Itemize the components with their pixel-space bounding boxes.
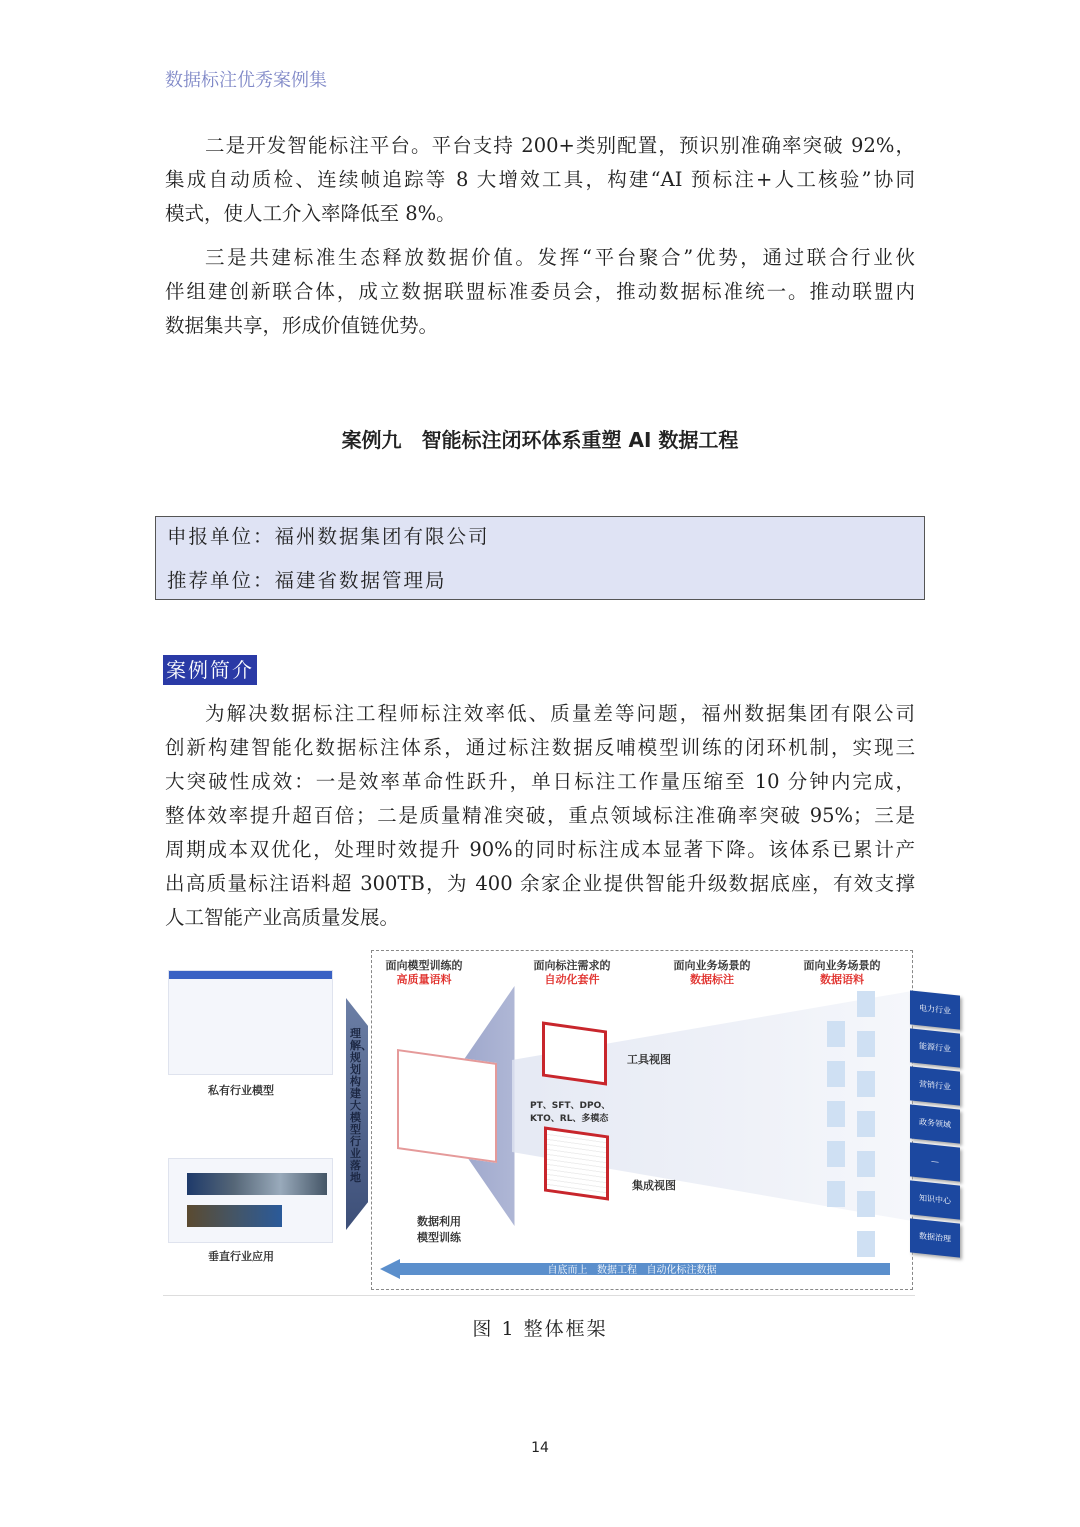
- paragraph-platform: [165, 129, 915, 231]
- paragraph-ecosystem: [165, 241, 915, 343]
- column-header: 面向业务场景的 数据标注: [673, 959, 751, 986]
- framework-panel: [371, 950, 951, 1290]
- domain-block: 能源行业: [910, 1028, 960, 1067]
- tool-view-label: 工具视图: [627, 1053, 671, 1066]
- domain-block: 政务领域: [910, 1104, 960, 1143]
- text-line: 模式，使人工介入率降低至 8%。: [165, 202, 456, 225]
- framework-figure: [163, 948, 951, 1296]
- left-label: 私有行业模型: [208, 1084, 274, 1097]
- text-line: 数据集共享，形成价值链优势。: [165, 314, 439, 337]
- vertical-text: 理解、规划构建大模型行业落地: [350, 1027, 372, 1184]
- text-line: 创新构建智能化数据标注体系，通过标注数据反哺模型训练的闭环机制，实现三: [165, 736, 915, 759]
- column-header: 面向标注需求的 自动化套件: [533, 959, 611, 986]
- case-title: [0, 424, 1080, 453]
- training-chart-screenshot: [397, 1049, 497, 1163]
- text-line: 整体效率提升超百倍；二是质量精准突破，重点领域标注准确率突破 95%；三是: [165, 804, 915, 827]
- integration-view-screenshot: [544, 1126, 609, 1200]
- column-header: 面向模型训练的 高质量语料: [385, 959, 463, 986]
- data-use-label: 数据利用 模型训练: [417, 1215, 461, 1244]
- text-line: 大突破性成效：一是效率革命性跃升，单日标注工作量压缩至 10 分钟内完成，: [165, 770, 915, 793]
- case-number: 案例九: [341, 428, 402, 452]
- methods-label: PT、SFT、DPO、KTO、RL、多模态: [530, 1101, 611, 1124]
- vertical-app-screenshot: [168, 1158, 333, 1243]
- left-label: 垂直行业应用: [208, 1250, 274, 1263]
- domain-block: 营销行业: [910, 1066, 960, 1105]
- text-line: 集成自动质检、连续帧追踪等 8 大增效工具，构建“AI 预标注+人工核验”协同: [165, 168, 915, 191]
- applicant: 申报单位：福州数据集团有限公司: [167, 525, 490, 548]
- case-name: 智能标注闭环体系重塑 AI 数据工程: [421, 428, 739, 452]
- text-line: 周期成本双优化，处理时效提升 90%的同时标注成本显著下降。该体系已累计产: [165, 838, 915, 861]
- text-line: 二是开发智能标注平台。平台支持 200+类别配置，预识别准确率突破 92%，: [205, 134, 915, 157]
- text-line: 伴组建创新联合体，成立数据联盟标准委员会，推动数据标准统一。推动联盟内: [165, 280, 915, 303]
- info-box: [155, 516, 925, 600]
- domain-block: 电力行业: [910, 990, 960, 1029]
- figure-caption: 图 1 整体框架: [472, 1318, 608, 1340]
- text-line: 人工智能产业高质量发展。: [165, 906, 400, 929]
- text-line: 为解决数据标注工程师标注效率低、质量差等问题，福州数据集团有限公司: [205, 702, 915, 725]
- domain-block: —: [910, 1142, 960, 1181]
- text-line: 出高质量标注语料超 300TB，为 400 余家企业提供智能升级数据底座，有效支撑: [165, 872, 915, 895]
- domain-block: 知识中心: [910, 1180, 960, 1219]
- tool-view-screenshot: [542, 1021, 607, 1085]
- arrow-text: 自底而上 数据工程 自动化标注数据: [547, 1265, 717, 1276]
- recommender: 推荐单位：福建省数据管理局: [167, 569, 447, 592]
- integration-view-label: 集成视图: [632, 1179, 676, 1192]
- text-line: 三是共建标准生态释放数据价值。发挥“平台聚合”优势，通过联合行业伙: [205, 246, 915, 269]
- paragraph-intro: [165, 697, 915, 935]
- industry-model-screenshot: [168, 970, 333, 1075]
- running-header: 数据标注优秀案例集: [165, 70, 327, 91]
- domain-block: 数据治理: [910, 1218, 960, 1257]
- page-number: 14: [531, 1440, 549, 1456]
- column-header: 面向业务场景的 数据语料: [803, 959, 881, 986]
- section-tag: 案例简介: [163, 655, 257, 685]
